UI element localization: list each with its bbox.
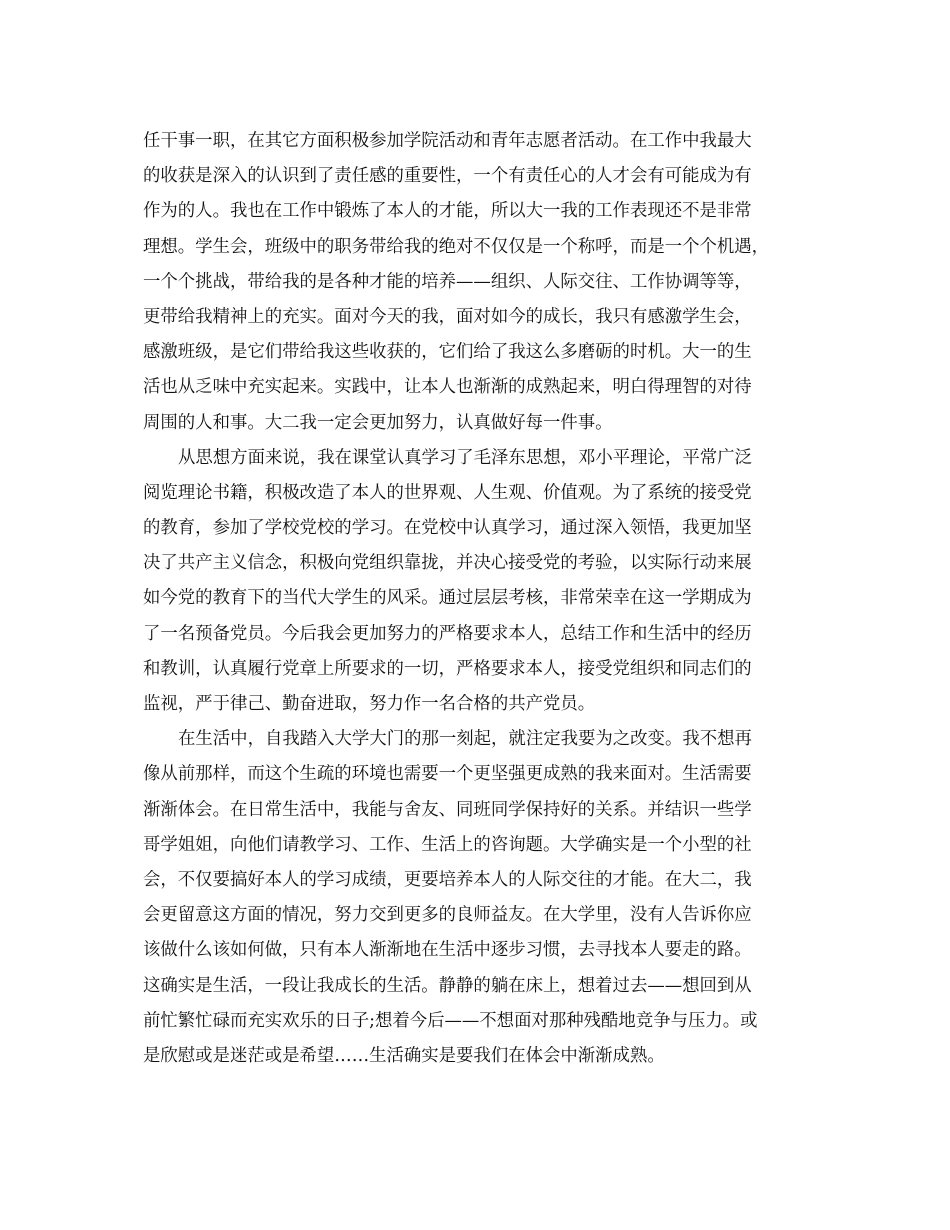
text-line: 阅览理论书籍，积极改造了本人的世界观、人生观、价值观。为了系统的接受党: [143, 482, 752, 503]
text-line: 渐渐体会。在日常生活中，我能与舍友、同班同学保持好的关系。并结识一些学: [143, 799, 752, 820]
text-line: 在生活中，自我踏入大学大门的那一刻起，就注定我要为之改变。我不想再: [178, 729, 752, 750]
text-line: 哥学姐姐，向他们请教学习、工作、生活上的咨询题。大学确实是一个小型的社: [143, 834, 752, 855]
text-line: 更带给我精神上的充实。面对今天的我，面对如今的成长，我只有感激学生会，: [143, 306, 752, 327]
text-line: 会，不仅要搞好本人的学习成绩，更要培养本人的人际交往的才能。在大二，我: [143, 869, 752, 890]
text-line: 的收获是深入的认识到了责任感的重要性，一个有责任心的人才会有可能成为有: [143, 166, 752, 187]
text-line: 的教育，参加了学校党校的学习。在党校中认真学习，通过深入领悟，我更加坚: [143, 518, 752, 539]
text-line: 感激班级，是它们带给我这些收获的，它们给了我这么多磨砺的时机。大一的生: [143, 342, 752, 363]
paragraph-ideology: [143, 441, 813, 723]
document-body: [143, 124, 813, 1074]
text-line: 前忙繁忙碌而充实欢乐的日子;想着今后——不想面对那种残酷地竞争与压力。或: [143, 1010, 758, 1031]
paragraph-student-work: [143, 124, 813, 441]
text-line: 决了共产主义信念，积极向党组织靠拢，并决心接受党的考验，以实际行动来展: [143, 553, 752, 574]
text-line: 一个个挑战，带给我的是各种才能的培养——组织、人际交往、工作协调等等，: [143, 271, 752, 292]
text-line: 了一名预备党员。今后我会更加努力的严格要求本人，总结工作和生活中的经历: [143, 623, 752, 644]
text-line: 活也从乏味中充实起来。实践中，让本人也渐渐的成熟起来，明白得理智的对待: [143, 377, 752, 398]
text-line: 这确实是生活，一段让我成长的生活。静静的躺在床上，想着过去——想回到从: [143, 975, 752, 996]
text-line: 和教训，认真履行党章上所要求的一切，严格要求本人，接受党组织和同志们的: [143, 658, 752, 679]
text-line: 会更留意这方面的情况，努力交到更多的良师益友。在大学里，没有人告诉你应: [143, 905, 752, 926]
text-line: 是欣慰或是迷茫或是希望……生活确实是要我们在体会中渐渐成熟。: [143, 1045, 665, 1066]
text-line: 如今党的教育下的当代大学生的风采。通过层层考核，非常荣幸在这一学期成为: [143, 588, 752, 609]
text-line: 理想。学生会，班级中的职务带给我的绝对不仅仅是一个称呼，而是一个个机遇，: [143, 236, 770, 257]
text-line: 监视，严于律己、勤奋进取，努力作一名合格的共产党员。: [143, 694, 596, 714]
text-line: 任干事一职，在其它方面积极参加学院活动和青年志愿者活动。在工作中我最大: [143, 131, 752, 151]
text-line: 作为的人。我也在工作中锻炼了本人的才能，所以大一我的工作表现还不是非常: [143, 201, 752, 222]
text-line: 从思想方面来说，我在课堂认真学习了毛泽东思想，邓小平理论，平常广泛: [178, 447, 752, 468]
text-line: 像从前那样，而这个生疏的环境也需要一个更坚强更成熟的我来面对。生活需要: [143, 764, 752, 785]
text-line: 该做什么该如何做，只有本人渐渐地在生活中逐步习惯，去寻找本人要走的路。: [143, 940, 752, 961]
text-line: 周围的人和事。大二我一定会更加努力，认真做好每一件事。: [143, 412, 613, 433]
paragraph-life: [143, 722, 813, 1074]
